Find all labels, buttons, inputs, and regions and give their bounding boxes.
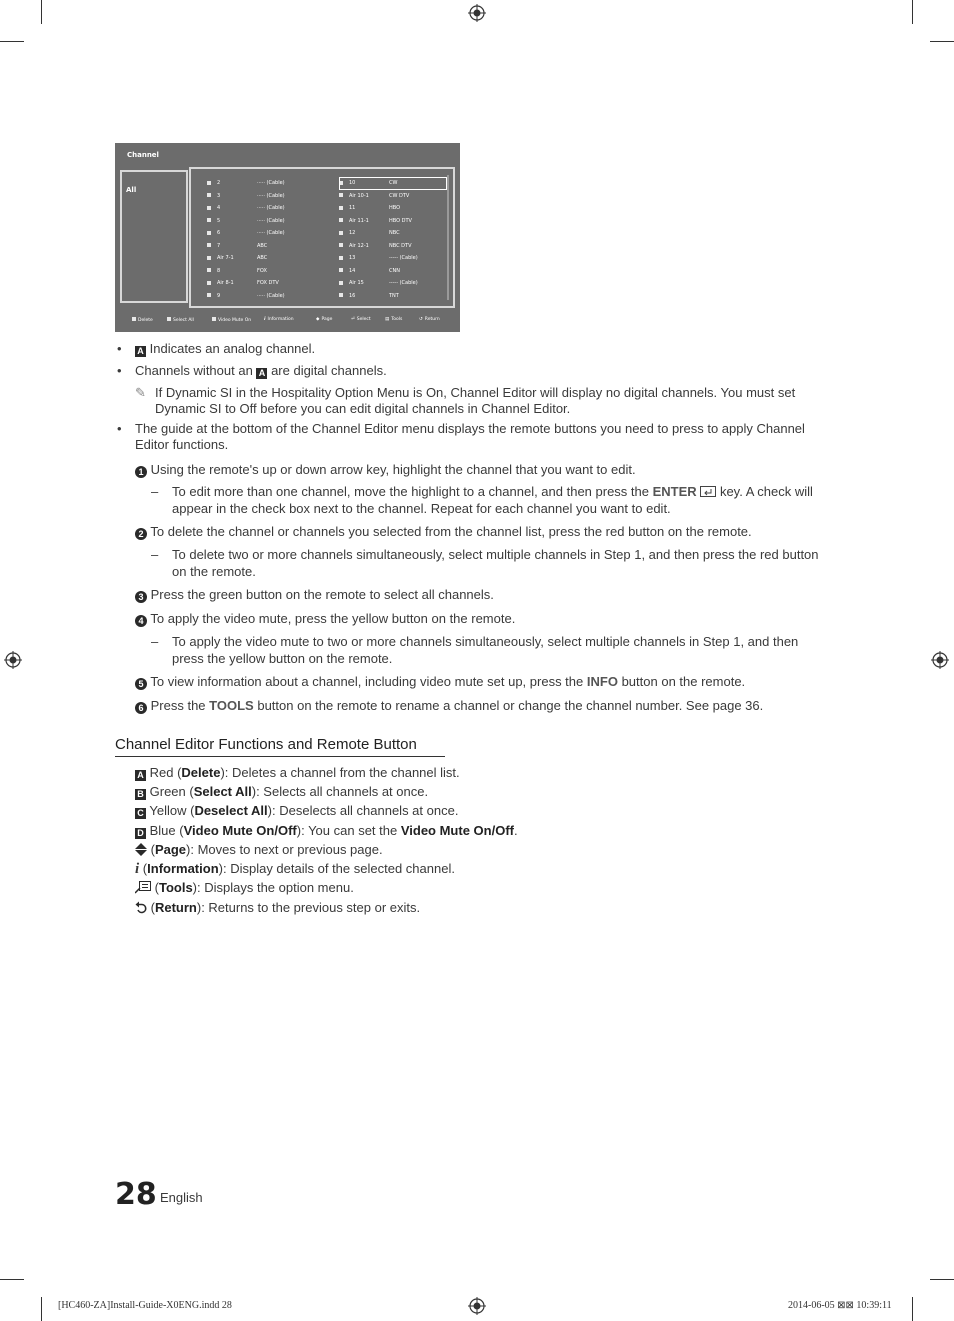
- info-key-label: INFO: [586, 674, 618, 689]
- function-information: [135, 861, 455, 877]
- channel-number: 4: [217, 205, 221, 211]
- info-icon: i: [135, 861, 140, 877]
- crop-mark: [41, 1297, 42, 1321]
- function-tools: [135, 880, 354, 896]
- step-6-post: button on the remote to rename a channel or change the channel number. See page 36.: [257, 698, 764, 713]
- function-text: ): Returns to the previous step or exits.: [196, 900, 421, 915]
- checkbox-icon[interactable]: [339, 268, 343, 272]
- page-language: English: [160, 1190, 203, 1205]
- channel-name: ABC: [257, 242, 268, 249]
- channel-number: Air 7-1: [217, 255, 234, 261]
- step-number-icon: 5: [135, 678, 147, 690]
- function-key: Deselect All: [194, 803, 268, 818]
- function-return: [135, 900, 420, 916]
- channel-number: 14: [349, 267, 356, 274]
- step-1-sub-line-1: [172, 484, 813, 500]
- tools-key-label: TOOLS: [209, 698, 254, 713]
- note-line-1: If Dynamic SI in the Hospitality Option Menu is On, Channel Editor will display no digital channels. You must set: [155, 385, 796, 400]
- channel-row[interactable]: [207, 227, 285, 240]
- green-button-icon: [167, 317, 171, 321]
- function-text: Red (: [149, 765, 182, 780]
- channel-name: CW DTV: [389, 192, 410, 199]
- channel-number: Air 12-1: [349, 242, 369, 249]
- step-number-icon: 4: [135, 615, 147, 627]
- screen-title: Channel: [127, 151, 159, 159]
- checkbox-icon[interactable]: [207, 281, 211, 285]
- function-green: [135, 784, 428, 800]
- guide-page-label: Page: [321, 317, 333, 322]
- bullet-icon: •: [117, 341, 122, 356]
- checkbox-icon[interactable]: [207, 268, 211, 272]
- checkbox-icon[interactable]: [339, 218, 343, 222]
- step-2-text: To delete the channel or channels you selected from the channel list, press the red button on the remote.: [150, 524, 752, 539]
- function-text: ): Moves to next or previous page.: [186, 842, 383, 857]
- step-number-icon: 3: [135, 591, 147, 603]
- step-2-sub-line-2: on the remote.: [172, 564, 256, 579]
- function-key: Information: [147, 861, 219, 876]
- section-heading: Channel Editor Functions and Remote Button: [115, 736, 417, 753]
- bullet-digital-text-pre: Channels without an: [135, 363, 253, 378]
- step-2-sub-line-1: To delete two or more channels simultaneously, select multiple channels in Step 1, and then press the red button: [172, 547, 819, 562]
- step-1-sub-pre: To edit more than one channel, move the highlight to a channel, and then press the: [172, 484, 649, 499]
- channel-name: HBO: [389, 205, 401, 211]
- function-text: (: [142, 861, 148, 876]
- page-number: 28: [115, 1177, 157, 1212]
- channel-column-left: [207, 177, 285, 302]
- guide-page: [316, 317, 332, 322]
- channel-name: CW: [389, 180, 398, 186]
- channel-name: ····· (Cable): [257, 217, 285, 224]
- step-6: [135, 698, 763, 714]
- channel-row[interactable]: [207, 265, 267, 278]
- checkbox-icon[interactable]: [207, 218, 211, 222]
- channel-row[interactable]: [207, 277, 279, 290]
- function-text: ): You can set the: [296, 823, 401, 838]
- function-text: ): Displays the option menu.: [192, 880, 354, 895]
- checkbox-icon[interactable]: [207, 243, 211, 247]
- step-5: [135, 674, 745, 690]
- channel-row[interactable]: [207, 240, 268, 253]
- checkbox-icon[interactable]: [339, 281, 343, 285]
- function-text: (: [150, 842, 155, 857]
- step-1-sub-line-2: appear in the check box next to the channel. Repeat for each channel you want to edit.: [172, 501, 671, 516]
- guide-delete: [132, 317, 153, 323]
- checkbox-icon[interactable]: [339, 256, 343, 260]
- channel-row[interactable]: [339, 240, 447, 253]
- step-1-text: Using the remote's up or down arrow key, highlight the channel that you want to edit.: [150, 462, 636, 477]
- checkbox-icon[interactable]: [339, 181, 343, 185]
- crop-mark: [930, 41, 954, 42]
- function-text: Blue (: [149, 823, 184, 838]
- step-1-sub-post: key. A check will: [719, 484, 813, 499]
- bullet-icon: •: [117, 363, 122, 378]
- function-text: ): Selects all channels at once.: [251, 784, 429, 799]
- footer-filename: [HC460-ZA]Install-Guide-X0ENG.indd 28: [58, 1300, 232, 1311]
- tools-icon: [135, 881, 151, 894]
- guide-tools-label: Tools: [391, 317, 403, 322]
- checkbox-icon[interactable]: [339, 206, 343, 210]
- channel-row[interactable]: [207, 202, 285, 215]
- crop-mark: [0, 1279, 24, 1280]
- channel-name: TNT: [389, 292, 399, 299]
- channel-row[interactable]: [339, 252, 447, 265]
- heading-underline: [115, 756, 445, 757]
- checkbox-icon[interactable]: [339, 231, 343, 235]
- channel-name: ····· (Cable): [257, 180, 285, 186]
- function-text: (: [150, 900, 155, 915]
- channel-row[interactable]: [207, 177, 285, 190]
- channel-number: 10: [349, 180, 356, 186]
- yellow-button-icon: [212, 317, 216, 321]
- channel-number: 12: [349, 230, 356, 236]
- bullet-digital-text-post: are digital channels.: [271, 363, 387, 378]
- return-icon: ↺: [419, 317, 423, 322]
- yellow-c-icon: C: [135, 808, 146, 819]
- function-key: Return: [154, 900, 197, 915]
- channel-number: 11: [349, 205, 356, 211]
- channel-row[interactable]: [339, 265, 447, 278]
- channel-name: ····· (Cable): [257, 230, 285, 236]
- enter-key-label: ENTER: [652, 484, 697, 499]
- step-4-sub-line-2: press the yellow button on the remote.: [172, 651, 393, 666]
- bullet-guide-line-1: The guide at the bottom of the Channel Editor menu displays the remote buttons you need to press to apply Channel: [135, 421, 805, 436]
- channel-name: ----- (Cable): [389, 255, 418, 261]
- enter-key-icon: [700, 486, 716, 497]
- bullet-icon: •: [117, 421, 122, 436]
- function-key: Video Mute On/Off: [400, 823, 514, 838]
- channel-number: Air 8-1: [217, 280, 234, 286]
- scrollbar[interactable]: [447, 175, 449, 300]
- function-text: .: [513, 823, 518, 838]
- bullet-analog-text: Indicates an analog channel.: [149, 341, 316, 356]
- step-number-icon: 6: [135, 702, 147, 714]
- registration-mark-icon: [931, 651, 949, 669]
- function-text: Green (: [149, 784, 194, 799]
- channel-row[interactable]: [207, 252, 268, 265]
- crop-mark: [41, 0, 42, 24]
- return-icon: [135, 901, 147, 914]
- channel-number: 13: [349, 255, 356, 261]
- checkbox-icon[interactable]: [339, 243, 343, 247]
- channel-number: Air 10-1: [349, 192, 369, 199]
- checkbox-icon[interactable]: [207, 231, 211, 235]
- bullet-digital: [135, 363, 387, 379]
- function-key: Video Mute On/Off: [183, 823, 297, 838]
- channel-name: FOX: [257, 267, 267, 274]
- note-icon: ✎: [135, 385, 146, 400]
- dash-icon: –: [151, 484, 159, 499]
- channel-row[interactable]: [339, 227, 447, 240]
- function-red: [135, 765, 460, 781]
- blue-d-icon: D: [135, 828, 146, 839]
- function-text: ): Display details of the selected channel.: [218, 861, 455, 876]
- crop-mark: [930, 1279, 954, 1280]
- channel-name: HBO DTV: [389, 217, 412, 224]
- registration-mark-icon: [468, 1297, 486, 1315]
- step-5-post: button on the remote.: [621, 674, 746, 689]
- channel-number: Air 15: [349, 280, 364, 286]
- checkbox-icon[interactable]: [207, 181, 211, 185]
- analog-icon: A: [256, 368, 267, 379]
- step-3-text: Press the green button on the remote to select all channels.: [150, 587, 494, 602]
- guide-return: [419, 317, 440, 322]
- checkbox-icon[interactable]: [207, 293, 211, 297]
- guide-delete-label: Delete: [138, 318, 153, 323]
- guide-tools: [385, 317, 402, 322]
- registration-mark-icon: [468, 4, 486, 22]
- function-key: Delete: [181, 765, 221, 780]
- tools-icon: ▤: [385, 317, 390, 322]
- red-a-icon: A: [135, 770, 146, 781]
- channel-name: ----- (Cable): [389, 280, 418, 286]
- checkbox-icon[interactable]: [339, 293, 343, 297]
- step-number-icon: 1: [135, 466, 147, 478]
- guide-select-label: Select: [356, 317, 371, 322]
- function-blue: [135, 823, 518, 839]
- category-panel: [120, 170, 188, 303]
- function-page: [135, 842, 383, 858]
- dash-icon: –: [151, 547, 159, 562]
- channel-row[interactable]: [339, 215, 447, 228]
- function-text: (: [154, 880, 159, 895]
- channel-number: 8: [217, 267, 221, 274]
- checkbox-icon[interactable]: [207, 256, 211, 260]
- channel-row[interactable]: [339, 290, 447, 303]
- function-key: Tools: [158, 880, 193, 895]
- channel-name: NBC DTV: [389, 242, 412, 249]
- note-line-2: Dynamic SI to Off before you can edit digital channels in Channel Editor.: [155, 401, 571, 416]
- channel-editor-screen: [115, 143, 460, 332]
- registration-mark-icon: [4, 651, 22, 669]
- channel-list: [189, 167, 455, 308]
- step-4-text: To apply the video mute, press the yellow button on the remote.: [150, 611, 516, 626]
- function-key: Page: [154, 842, 187, 857]
- function-yellow: [135, 803, 458, 819]
- channel-row[interactable]: [207, 290, 285, 303]
- footer-timestamp: 2014-06-05 ⊠⊠ 10:39:11: [788, 1300, 892, 1311]
- channel-name: ····· (Cable): [257, 205, 285, 211]
- guide-select: [351, 317, 371, 322]
- bullet-analog: [135, 341, 315, 357]
- info-icon: i: [264, 317, 266, 322]
- guide-video-mute: [212, 317, 251, 323]
- guide-information: [264, 317, 294, 322]
- function-text: Yellow (: [149, 803, 195, 818]
- channel-number: 16: [349, 292, 356, 299]
- bullet-guide-line-2: Editor functions.: [135, 437, 229, 452]
- channel-number: 7: [217, 242, 221, 249]
- channel-number: 3: [217, 192, 221, 199]
- channel-name: ABC: [257, 255, 268, 261]
- checkbox-icon[interactable]: [207, 193, 211, 197]
- channel-row[interactable]: [339, 202, 447, 215]
- checkbox-icon[interactable]: [207, 206, 211, 210]
- green-b-icon: B: [135, 789, 146, 800]
- guide-select-all-label: Select All: [173, 318, 194, 323]
- category-all[interactable]: All: [126, 186, 137, 194]
- channel-number: 6: [217, 230, 221, 236]
- channel-row[interactable]: [207, 215, 285, 228]
- guide-information-label: Information: [267, 317, 294, 322]
- function-key: Select All: [193, 784, 252, 799]
- step-6-pre: Press the: [150, 698, 206, 713]
- channel-name: FOX DTV: [257, 280, 279, 286]
- channel-number: 5: [217, 217, 221, 224]
- enter-icon: ⏎: [351, 317, 355, 322]
- channel-number: 2: [217, 180, 221, 186]
- dash-icon: –: [151, 634, 159, 649]
- channel-name: ····· (Cable): [257, 292, 285, 299]
- page-up-down-icon: [135, 843, 147, 856]
- checkbox-icon[interactable]: [339, 193, 343, 197]
- step-5-pre: To view information about a channel, including video mute set up, press the: [150, 674, 584, 689]
- crop-mark: [912, 0, 913, 24]
- function-text: ): Deselects all channels at once.: [267, 803, 459, 818]
- channel-column-right: [339, 177, 447, 302]
- step-number-icon: 2: [135, 528, 147, 540]
- step-4-sub-line-1: To apply the video mute to two or more channels simultaneously, select multiple channels in Step 1, and then: [172, 634, 799, 649]
- step-3: [135, 587, 494, 603]
- step-2: [135, 524, 752, 540]
- crop-mark: [0, 41, 24, 42]
- red-button-icon: [132, 317, 136, 321]
- channel-row[interactable]: [339, 190, 447, 203]
- guide-return-label: Return: [424, 317, 440, 322]
- page-arrows-icon: ◆: [316, 317, 320, 322]
- step-4: [135, 611, 515, 627]
- analog-icon: A: [135, 346, 146, 357]
- guide-video-mute-label: Video Mute On: [218, 318, 252, 323]
- channel-number: 9: [217, 292, 221, 299]
- channel-row[interactable]: [207, 190, 285, 203]
- channel-row[interactable]: [339, 177, 447, 190]
- channel-name: ····· (Cable): [257, 192, 285, 199]
- channel-row[interactable]: [339, 277, 447, 290]
- function-text: ): Deletes a channel from the channel list.: [220, 765, 460, 780]
- channel-name: CNN: [389, 267, 400, 274]
- channel-number: Air 11-1: [349, 217, 369, 224]
- crop-mark: [912, 1297, 913, 1321]
- step-1: [135, 462, 636, 478]
- guide-select-all: [167, 317, 194, 323]
- channel-name: NBC: [389, 230, 400, 236]
